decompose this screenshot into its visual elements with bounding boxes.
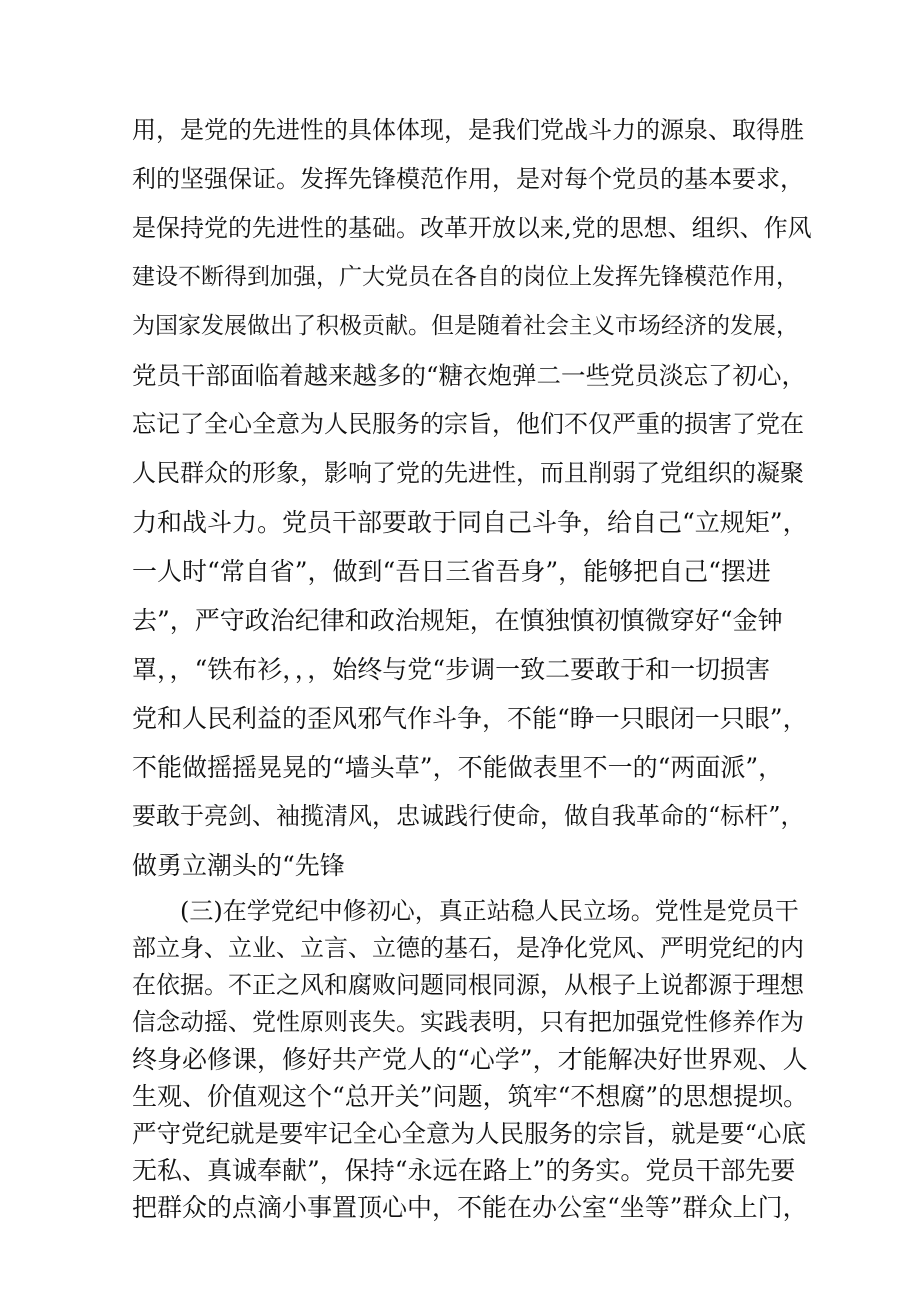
text-line: 建设不断得到加强，广大党员在各自的岗位上发挥先锋模范作用，: [132, 264, 799, 290]
text-line: 要敢于亮剑、袖揽清风，忠诚践行使命，做自我革命的“标杆”，: [132, 802, 805, 830]
text-line: 去”，严守政治纪律和政治规矩，在慎独慎初慎微穿好“金钟: [132, 606, 783, 635]
text-line: 党和人民利益的歪风邪气作斗争，不能“睁一只眼闭一只眼”，: [132, 704, 808, 733]
text-line: 终身必修课，修好共产党人的“心学”，才能解决好世界观、人: [132, 1045, 808, 1074]
text-line: 严守党纪就是要牢记全心全意为人民服务的宗旨，就是要“心底: [132, 1119, 807, 1148]
text-line: 部立身、立业、立言、立德的基石，是净化党风、严明党纪的内: [132, 934, 804, 962]
text-line: 一人时“常自省”，做到“吾日三省吾身”，能够把自己“摆进: [132, 557, 771, 586]
text-line: 党员干部面临着越来越多的“糖衣炮弹二一些党员淡忘了初心，: [132, 361, 807, 390]
text-line: 忘记了全心全意为人民服务的宗旨，他们不仅严重的损害了党在: [132, 410, 804, 438]
paragraph-party-vanguard: [132, 106, 812, 890]
text-line: 把群众的点滴小事置顶心中，不能在办公室“坐等”群众上门，: [132, 1193, 808, 1222]
text-line: 做勇立潮头的“先锋: [132, 851, 345, 880]
text-line: 利的坚强保证。发挥先锋模范作用，是对每个党员的基本要求，: [132, 165, 804, 193]
text-line: 无私、真诚奉献”，保持“永远在路上”的务实。党员干部先要: [132, 1156, 796, 1185]
text-line: 罩，，“铁布衫，，，始终与党“步调一致二要敢于和一切损害: [132, 655, 771, 684]
text-line: 人民群众的形象，影响了党的先进性，而且削弱了党组织的凝聚: [132, 459, 804, 487]
text-line: 用，是党的先进性的具体体现，是我们党战斗力的源泉、取得胜: [132, 116, 804, 144]
paragraph-section-three: [132, 893, 812, 1226]
text-line: 在依据。不正之风和腐败问题同根同源，从根子上说都源于理想: [132, 971, 804, 999]
text-line: 是保持党的先进性的基础。改革开放以来,党的思想、组织、作风: [132, 214, 812, 242]
text-line: 生观、价值观这个“总开关”问题，筑牢“不想腐”的思想提坝。: [132, 1082, 809, 1111]
text-line: (三)在学党纪中修初心，真正站稳人民立场。党性是党员干: [132, 897, 799, 925]
text-line: 为国家发展做出了积极贡献。但是随着社会主义市场经济的发展，: [132, 313, 799, 339]
text-line: 信念动摇、党性原则丧失。实践表明，只有把加强党性修养作为: [132, 1008, 804, 1036]
text-line: 不能做摇摇晃晃的“墙头草”，不能做表里不一的“两面派”，: [132, 753, 784, 782]
text-line: 力和战斗力。党员干部要敢于同自己斗争，给自己“立规矩”，: [132, 508, 808, 537]
